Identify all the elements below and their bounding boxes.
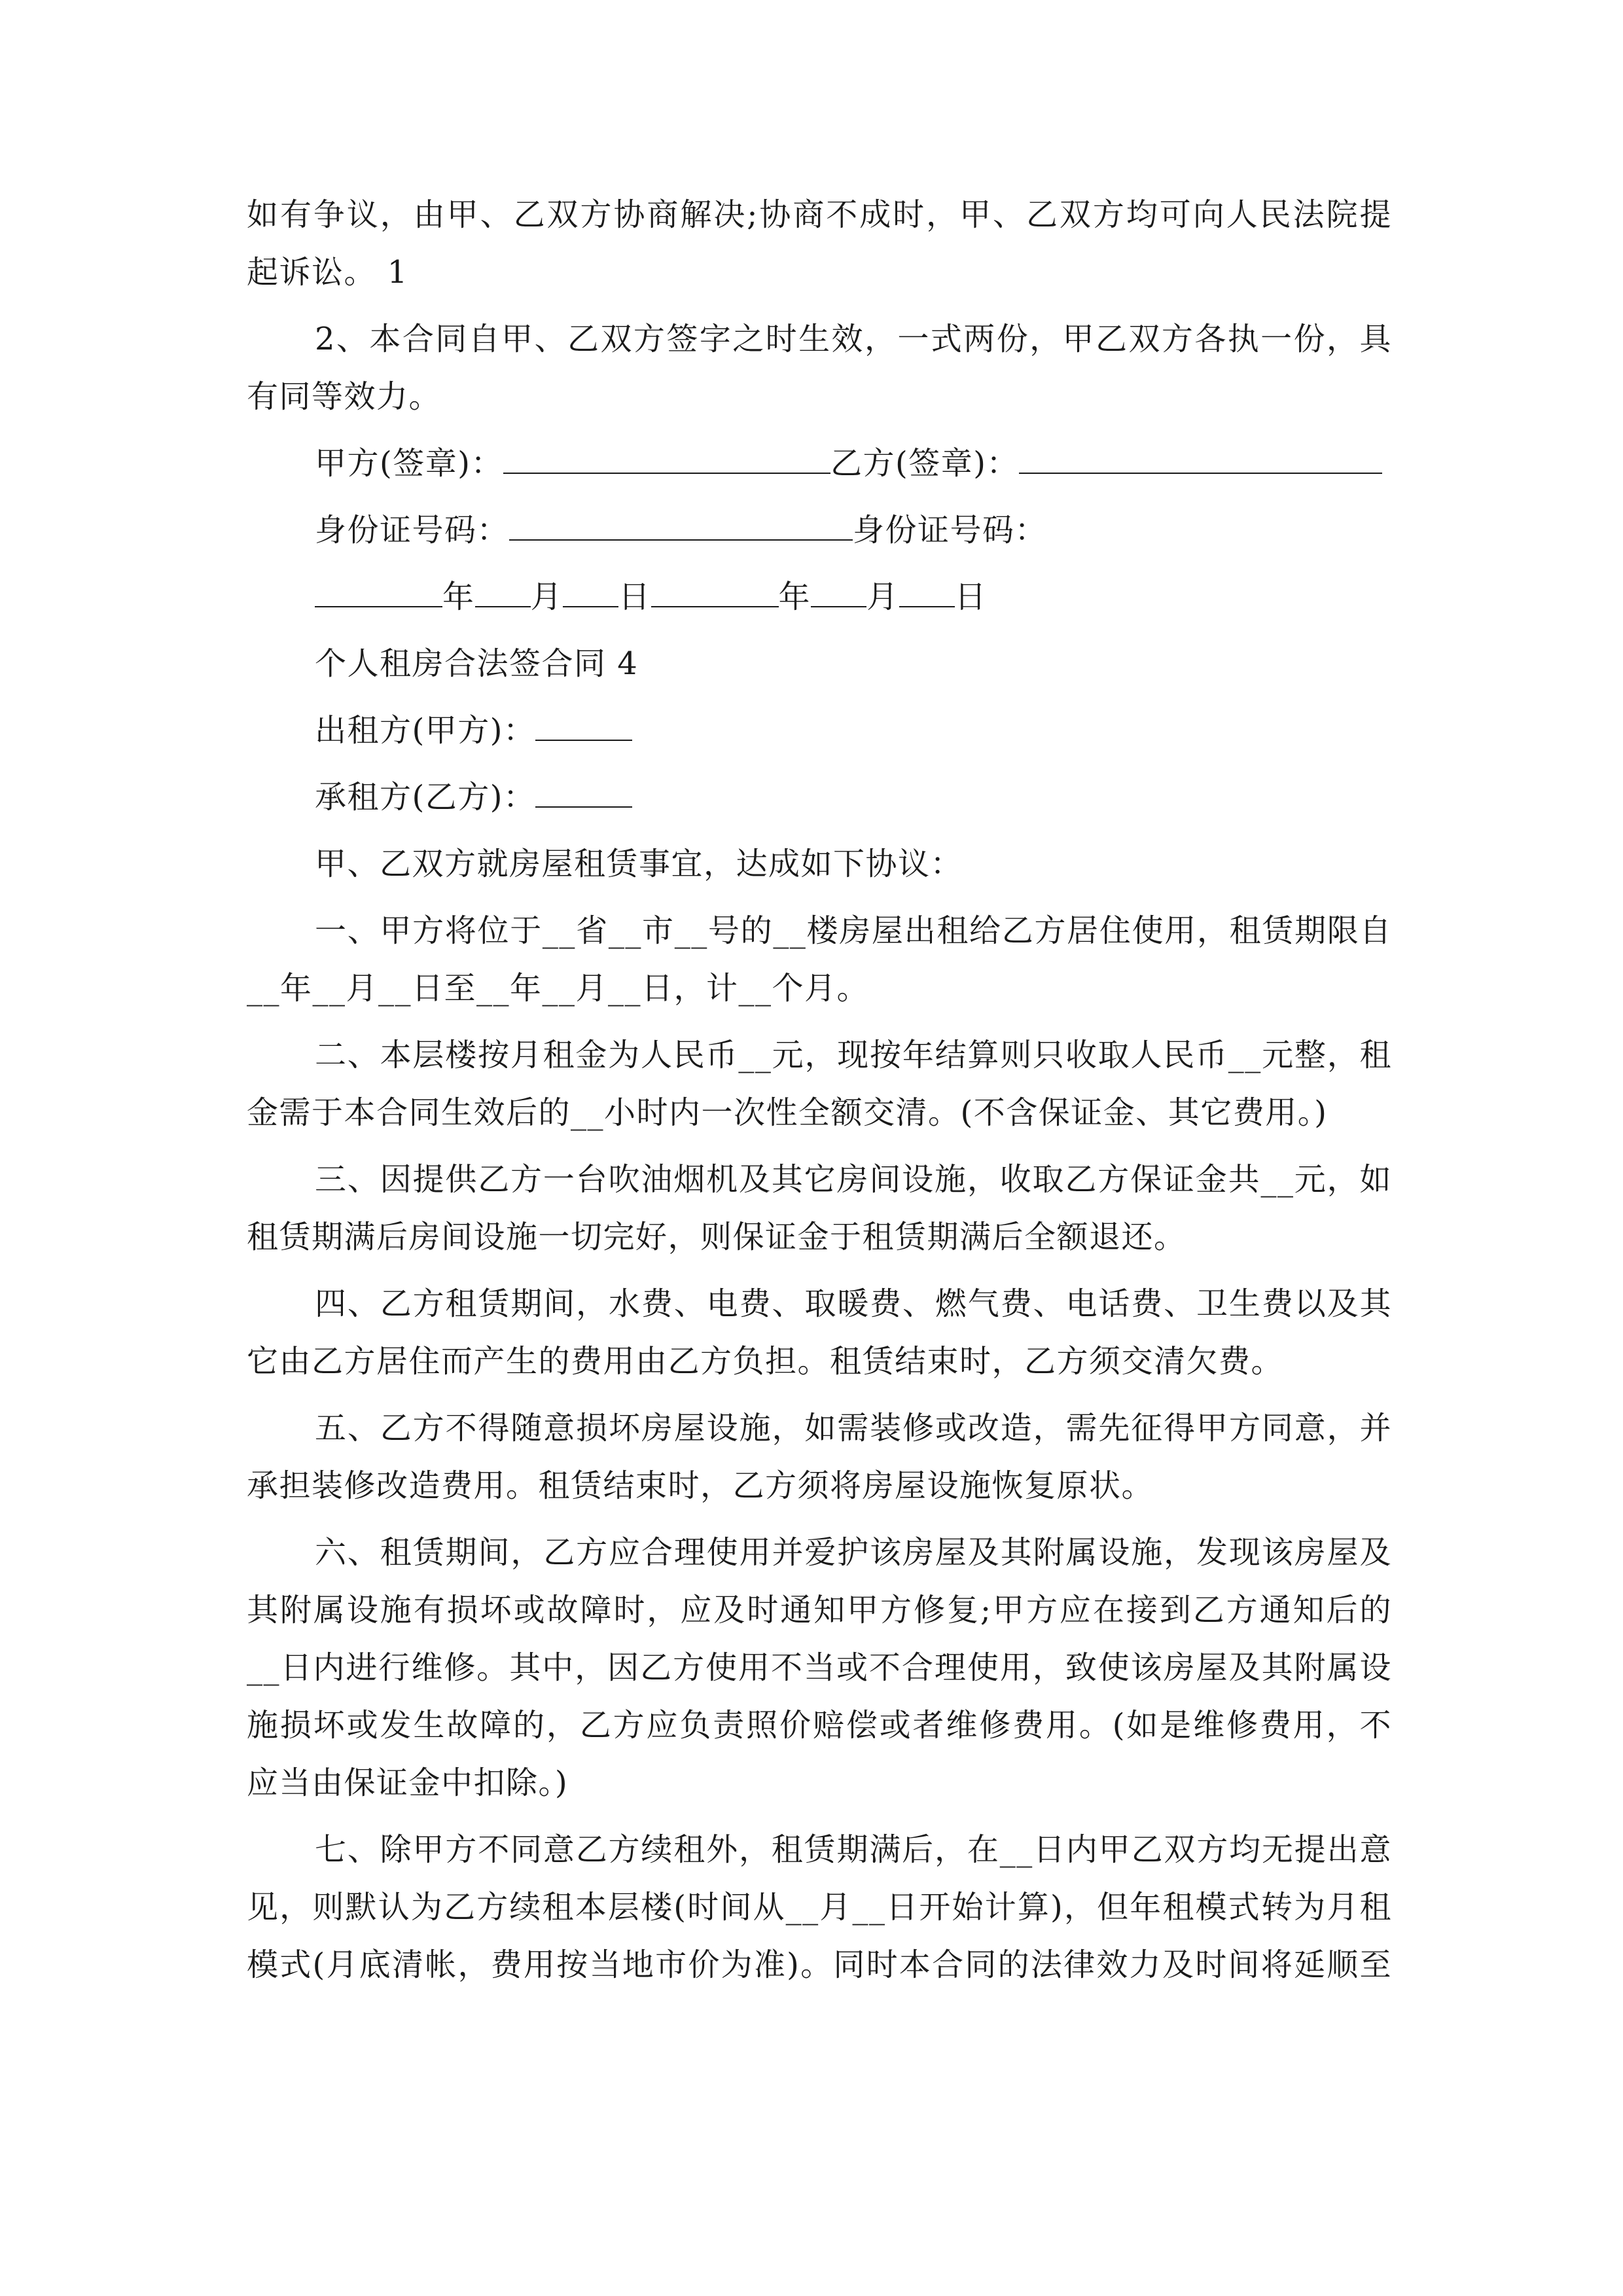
dispute-line-1: 如有争议，由甲、乙双方协商解决;协商不成时，甲、乙双方均可向人民法院提 bbox=[247, 196, 1392, 233]
party-a-id-label: 身份证号码： bbox=[315, 512, 510, 548]
lessee-blank bbox=[535, 778, 632, 808]
party-a-year-blank bbox=[315, 577, 442, 607]
clause-6-line-1: 六、租赁期间，乙方应合理使用并爱护该房屋及其附属设施，发现该房屋及 bbox=[315, 1534, 1392, 1571]
agreement-intro: 甲、乙双方就房屋租赁事宜，达成如下协议： bbox=[315, 846, 963, 882]
party-b-signature-blank bbox=[1019, 444, 1382, 474]
party-b-year-label: 年 bbox=[778, 579, 812, 615]
dispute-line-2: 起诉讼。 1 bbox=[247, 254, 408, 291]
party-b-signature-label: 乙方(签章)： bbox=[830, 445, 1019, 482]
clause-6-line-2: 其附属设施有损坏或故障时，应及时通知甲方修复;甲方应在接到乙方通知后的 bbox=[247, 1592, 1392, 1628]
contract-title: 个人租房合法签合同 4 bbox=[315, 645, 639, 682]
date-row bbox=[315, 577, 987, 617]
clause-6-line-5: 应当由保证金中扣除。) bbox=[247, 1765, 569, 1801]
clause-7-line-1: 七、除甲方不同意乙方续租外，租赁期满后，在__日内甲乙双方均无提出意 bbox=[315, 1831, 1392, 1868]
party-b-day-label: 日 bbox=[954, 579, 988, 615]
party-a-day-label: 日 bbox=[618, 579, 651, 615]
clause-4-line-1: 四、乙方租赁期间，水费、电费、取暖费、燃气费、电话费、卫生费以及其 bbox=[315, 1285, 1392, 1322]
signature-row bbox=[315, 444, 1382, 483]
lessor-blank bbox=[535, 711, 632, 741]
party-a-year-label: 年 bbox=[442, 579, 475, 615]
party-b-day-blank bbox=[899, 577, 955, 607]
party-a-signature-label: 甲方(签章)： bbox=[315, 445, 503, 482]
clause-1-line-1: 一、甲方将位于__省__市__号的__楼房屋出租给乙方居住使用，租赁期限自 bbox=[315, 912, 1392, 949]
party-a-month-blank bbox=[475, 577, 531, 607]
party-b-month-blank bbox=[811, 577, 866, 607]
clause-5-line-1: 五、乙方不得随意损坏房屋设施，如需装修或改造，需先征得甲方同意，并 bbox=[315, 1410, 1392, 1446]
clause-2-line-2: 金需于本合同生效后的__小时内一次性全额交清。(不含保证金、其它费用。) bbox=[247, 1094, 1328, 1131]
clause-6-line-4: 施损坏或发生故障的，乙方应负责照价赔偿或者维修费用。(如是维修费用，不 bbox=[247, 1707, 1392, 1744]
id-number-row bbox=[315, 511, 1047, 550]
clause-3-line-2: 租赁期满后房间设施一切完好，则保证金于租赁期满后全额退还。 bbox=[247, 1219, 1186, 1255]
party-b-month-label: 月 bbox=[866, 579, 899, 615]
clause-1-line-2: __年__月__日至__年__月__日，计__个月。 bbox=[247, 970, 870, 1007]
party-a-month-label: 月 bbox=[530, 579, 563, 615]
clause-7-line-2: 见，则默认为乙方续租本层楼(时间从__月__日开始计算)，但年租模式转为月租 bbox=[247, 1889, 1392, 1926]
clause-4-line-2: 它由乙方居住而产生的费用由乙方负担。租赁结束时，乙方须交清欠费。 bbox=[247, 1343, 1284, 1380]
clause-7-line-3: 模式(月底清帐，费用按当地市价为准)。同时本合同的法律效力及时间将延顺至 bbox=[247, 1946, 1392, 1983]
party-b-year-blank bbox=[651, 577, 779, 607]
party-b-id-label: 身份证号码： bbox=[853, 512, 1048, 548]
clause-2-line-1: 二、本层楼按月租金为人民币__元，现按年结算则只收取人民币__元整，租 bbox=[315, 1037, 1392, 1073]
party-a-signature-blank bbox=[503, 444, 830, 474]
party-a-id-blank bbox=[509, 511, 853, 541]
effect-line-2: 有同等效力。 bbox=[247, 378, 442, 415]
clause-6-line-3: __日内进行维修。其中，因乙方使用不当或不合理使用，致使该房屋及其附属设 bbox=[247, 1649, 1392, 1686]
lessee-row bbox=[315, 778, 632, 817]
clause-5-line-2: 承担装修改造费用。租赁结束时，乙方须将房屋设施恢复原状。 bbox=[247, 1467, 1154, 1504]
clause-3-line-1: 三、因提供乙方一台吹油烟机及其它房间设施，收取乙方保证金共__元，如 bbox=[315, 1161, 1392, 1198]
lessee-label: 承租方(乙方)： bbox=[315, 779, 536, 816]
lessor-label: 出租方(甲方)： bbox=[315, 712, 536, 749]
party-a-day-blank bbox=[563, 577, 618, 607]
lessor-row bbox=[315, 711, 632, 750]
effect-line-1: 2、本合同自甲、乙双方签字之时生效，一式两份，甲乙双方各执一份，具 bbox=[315, 321, 1392, 357]
